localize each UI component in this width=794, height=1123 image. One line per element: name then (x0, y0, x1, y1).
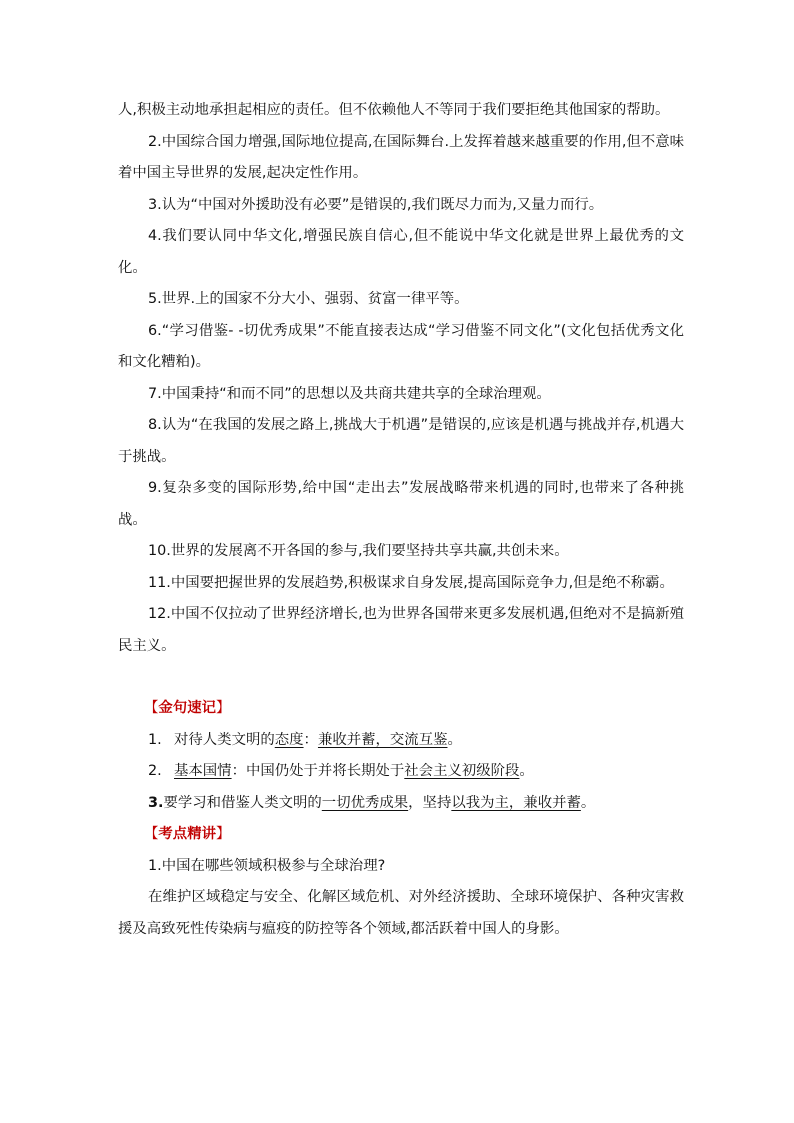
exam-answer: 在维护区域稳定与安全、化解区域危机、对外经济援助、全球环境保护、各种灾害救援及高致死性传染病与瘟疫的防控等各个领域,都活跃着中国人的身影。 (118, 889, 684, 937)
point-10: 10.世界的发展离不开各国的参与,我们要坚持共享共赢,共创未来。 (148, 543, 569, 559)
golden-item-2: 2. 基本国情：中国仍处于并将长期处于社会主义初级阶段。 (148, 763, 534, 779)
point-6: 6.“学习借鉴- -切优秀成果”不能直接表达成“学习借鉴不同文化”(文化包括优秀文化和文化糟粕)。 (118, 322, 684, 370)
golden-sentences-heading: 【金句速记】 (144, 700, 231, 716)
golden-item-1: 1. 对待人类文明的态度：兼收并蓄，交流互鉴。 (148, 731, 462, 748)
point-12: 12.中国不仅拉动了世界经济增长,也为世界各国带来更多发展机遇,但绝对不是搞新殖民主义。 (118, 606, 684, 654)
exam-points-heading: 【考点精讲】 (144, 826, 231, 842)
point-4: 4.我们要认同中华文化,增强民族自信心,但不能说中华文化就是世界上最优秀的文化。 (118, 228, 684, 276)
point-9: 9.复杂多变的国际形势,给中国“走出去”发展战略带来机遇的同时,也带来了各种挑战。 (118, 480, 684, 528)
point-5: 5.世界.上的国家不分大小、强弱、贫富一律平等。 (148, 291, 469, 307)
point-3: 3.认为“中国对外援助没有必要”是错误的,我们既尽力而为,又量力而行。 (148, 196, 604, 213)
exam-question: 1.中国在哪些领域积极参与全球治理? (148, 857, 386, 874)
point-11: 11.中国要把握世界的发展趋势,积极谋求自身发展,提高国际竞争力,但是绝不称霸。 (148, 574, 674, 591)
point-8: 8.认为“在我国的发展之路上,挑战大于机遇”是错误的,应该是机遇与挑战并存,机遇大于挑战。 (118, 417, 684, 465)
point-2: 2.中国综合国力增强,国际地位提高,在国际舞台.上发挥着越来越重要的作用,但不意味着中国主导世界的发展,起决定性作用。 (118, 133, 684, 181)
point-7: 7.中国秉持“和而不同”的思想以及共商共建共享的全球治理观。 (148, 385, 551, 402)
section-spacer (118, 662, 684, 693)
golden-item-3: 3.要学习和借鉴人类文明的一切优秀成果，坚持以我为主，兼收并蓄。 (148, 794, 596, 811)
opening-paragraph: 人,积极主动地承担起相应的责任。但不依赖他人不等同于我们要拒绝其他国家的帮助。 (118, 102, 670, 118)
document-body (118, 95, 684, 945)
